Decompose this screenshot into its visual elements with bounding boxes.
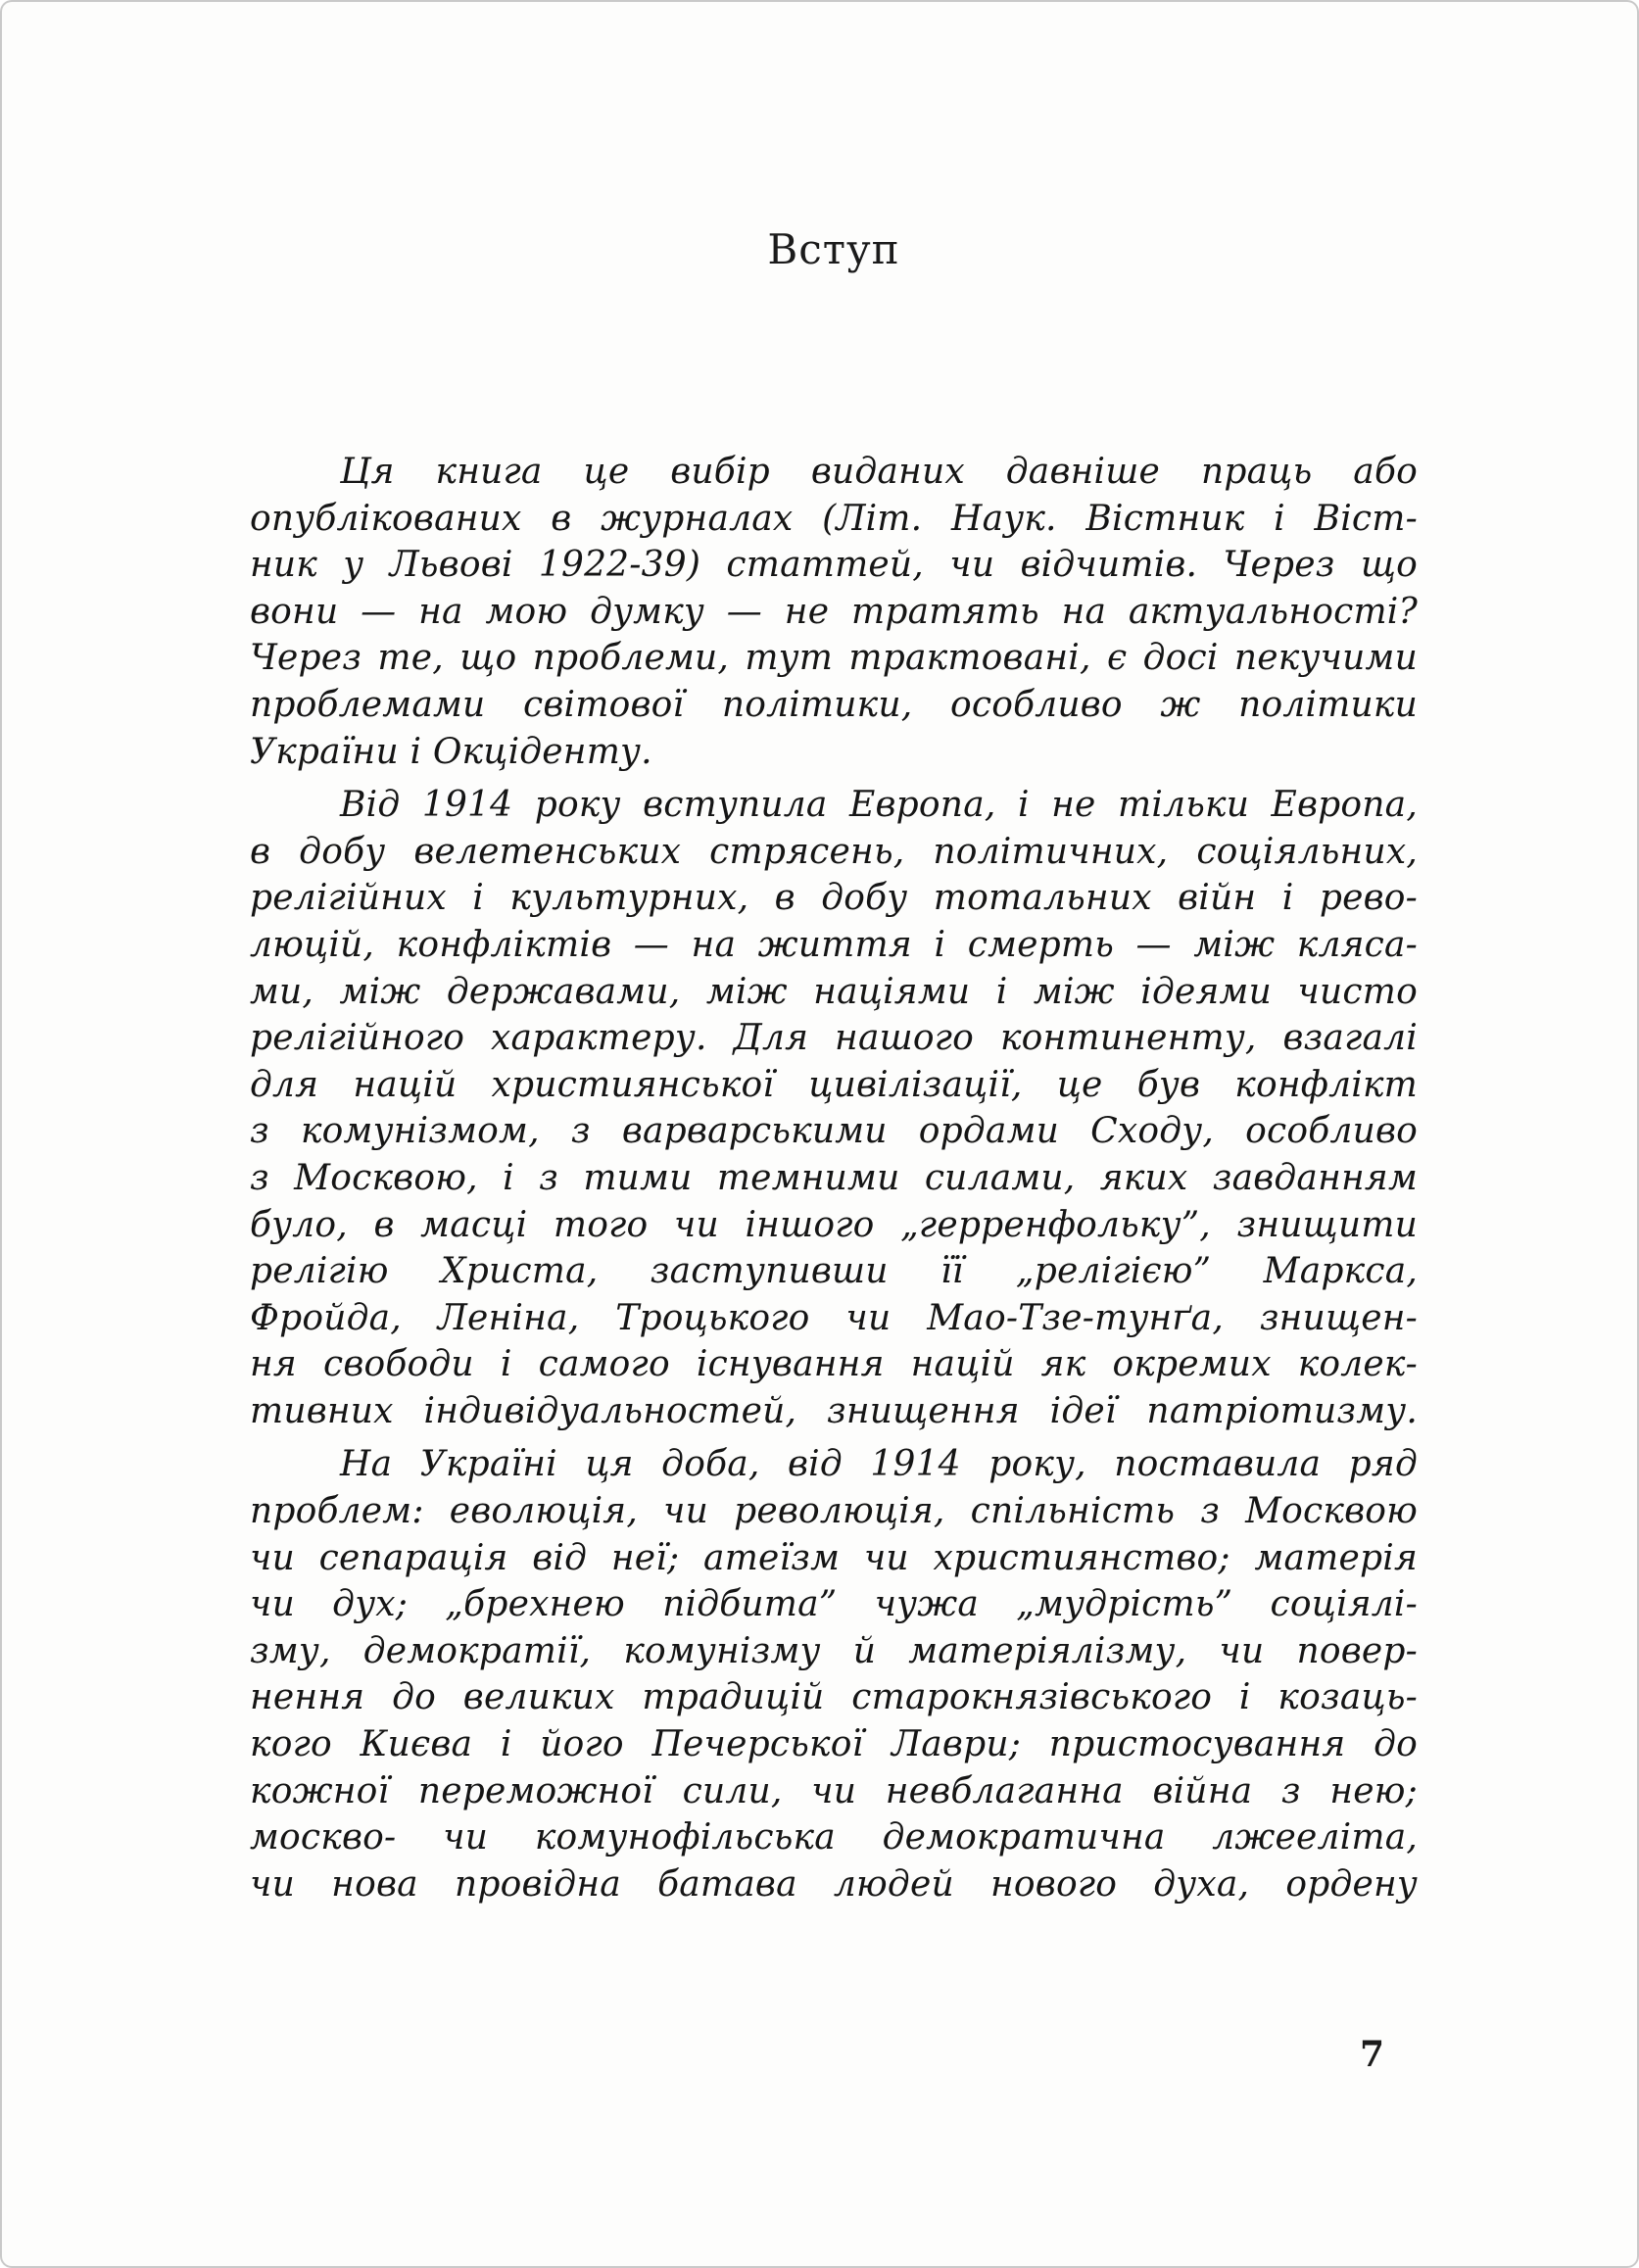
text-line: з комунізмом, з варварськими ордами Сходу, особливо — [250, 1111, 1418, 1152]
text-line: чи нова провідна батава людей нового духа, ордену — [250, 1863, 1418, 1905]
text-line: опублікованих в журналах (Літ. Наук. Вістник і Віст- — [250, 498, 1418, 539]
text-line: чи сепарація від неї; атеїзм чи християнство; матерія — [250, 1537, 1418, 1578]
text-line: кожної переможної сили, чи невблаганна війна з нею; — [250, 1770, 1418, 1811]
paragraph — [250, 449, 1418, 775]
text-line: москво- чи комунофільська демократична лжееліта, — [250, 1817, 1418, 1858]
text-line: було, в масці того чи іншого „герренфольку”, знищити — [250, 1204, 1418, 1245]
page-number: 7 — [1359, 2034, 1384, 2075]
text-line: Від 1914 року вступила Европа, і не тільки Европа, — [340, 785, 1418, 826]
text-line: Ця книга це вибір виданих давніше праць або — [340, 452, 1418, 492]
text-line: проблем: еволюція, чи революція, спільність з Москвою — [250, 1491, 1418, 1532]
text-line: релігійного характеру. Для нашого континенту, взагалі — [250, 1018, 1418, 1059]
text-line: тивних індивідуальностей, знищення ідеї патріотизму. — [250, 1390, 1418, 1431]
text-line: ня свободи і самого існування націй як окремих колек- — [250, 1344, 1418, 1385]
paragraph — [250, 782, 1418, 1434]
text-line: ми, між державами, між націями і між ідеями чисто — [250, 971, 1418, 1012]
text-line: нення до великих традицій старокнязівського і козаць- — [250, 1677, 1418, 1718]
text-line: ник у Львові 1922-39) статтей, чи відчитів. Через що — [250, 545, 1418, 586]
text-line: проблемами світової політики, особливо ж політики — [250, 684, 1418, 725]
page-title: Вступ — [767, 225, 900, 273]
text-line: релігійних і культурних, в добу тотальних війн і рево- — [250, 878, 1418, 919]
text-line: люцій, конфліктів — на життя і смерть — між кляса- — [250, 924, 1418, 965]
text-line: зму, демократії, комунізму й матеріялізму, чи повер- — [250, 1630, 1418, 1671]
body-text — [250, 449, 1418, 1907]
text-line: чи дух; „брехнею підбита” чужа „мудрість” соціялі- — [250, 1584, 1418, 1625]
text-line: для націй християнської цивілізації, це був конфлікт — [250, 1064, 1418, 1105]
text-line: Через те, що проблеми, тут трактовані, є досі пекучими — [250, 638, 1418, 679]
text-line: На Україні ця доба, від 1914 року, поставила ряд — [340, 1444, 1418, 1485]
text-line: релігію Христа, заступивши її „релігією” Маркса, — [250, 1251, 1418, 1292]
text-line: Фройда, Леніна, Троцького чи Мао-Тзе-тунґа, знищен- — [250, 1297, 1418, 1338]
text-line: з Москвою, і з тими темними силами, яких завданням — [250, 1157, 1418, 1198]
text-line: вони — на мою думку — не тратять на актуальності? — [250, 591, 1418, 632]
text-line: України і Окціденту. — [250, 731, 652, 772]
text-line: кого Києва і його Печерської Лаври; пристосування до — [250, 1724, 1418, 1765]
paragraph — [250, 1441, 1418, 1907]
text-line: в добу велетенських стрясень, політичних, соціяльних, — [250, 831, 1418, 872]
